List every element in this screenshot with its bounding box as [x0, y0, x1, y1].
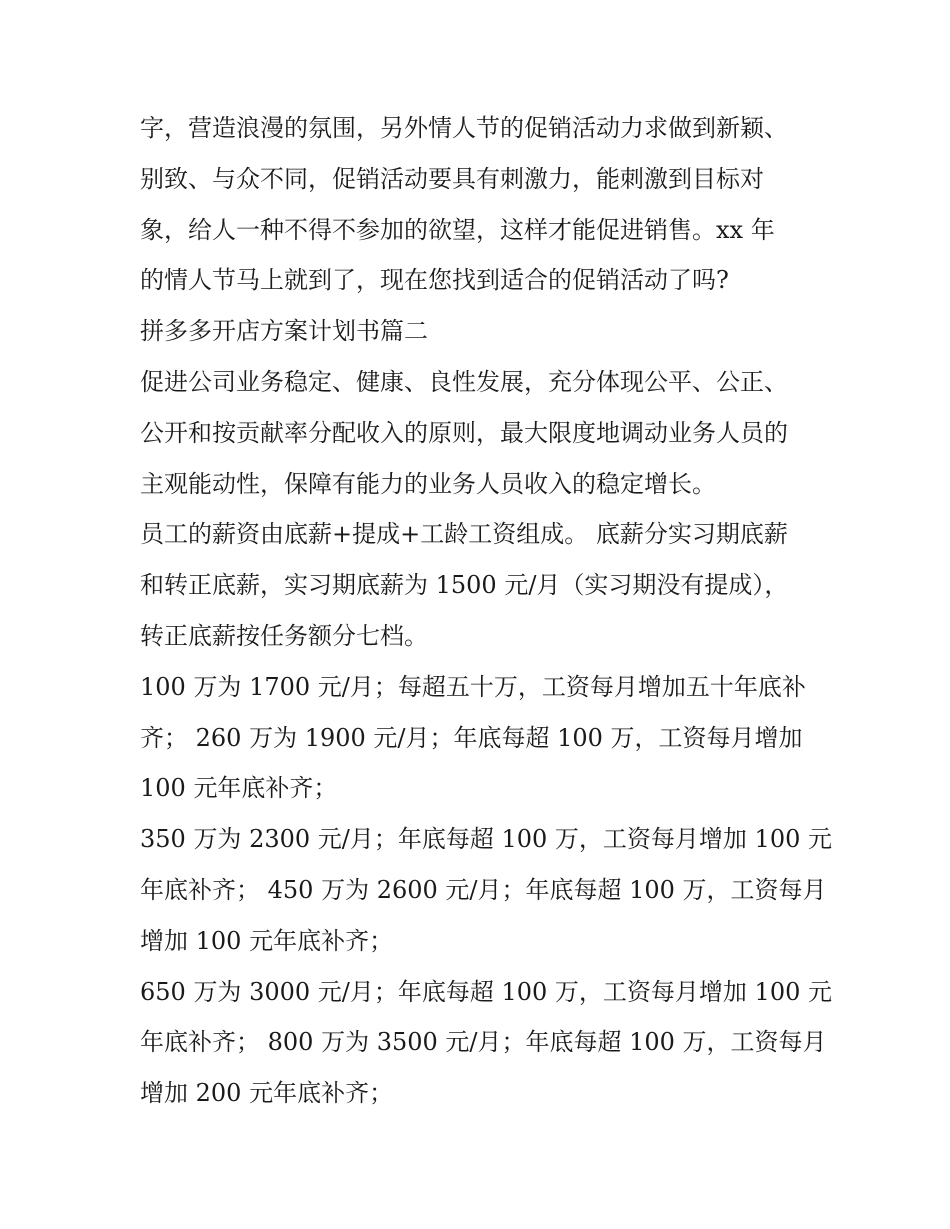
text-line: 齐； 260 万为 1900 元/月；年底每超 100 万，工资每月增加: [140, 723, 803, 752]
text-line: 增加 200 元年底补齐；: [140, 1079, 394, 1108]
text-line: 和转正底薪，实习期底薪为 1500 元/月（实习期没有提成），: [140, 571, 789, 600]
document-body: [140, 103, 830, 1119]
text-line: 象，给人一种不得不参加的欲望，这样才能促进销售。xx 年: [140, 215, 775, 244]
text-line: 100 万为 1700 元/月；每超五十万，工资每月增加五十年底补: [140, 672, 806, 701]
text-line: 650 万为 3000 元/月；年底每超 100 万，工资每月增加 100 元: [140, 977, 832, 1006]
text-line: 年底补齐； 800 万为 3500 元/月；年底每超 100 万，工资每月: [140, 1028, 827, 1057]
text-line: 字，营造浪漫的氛围，另外情人节的促销活动力求做到新颖、: [140, 114, 788, 142]
text-line: 年底补齐； 450 万为 2600 元/月；年底每超 100 万，工资每月: [140, 875, 827, 904]
text-line: 增加 100 元年底补齐；: [140, 926, 394, 955]
text-line: 的情人节马上就到了，现在您找到适合的促销活动了吗?: [140, 266, 729, 295]
text-line: 促进公司业务稳定、健康、良性发展，充分体现公平、公正、: [140, 367, 788, 396]
text-line: 100 元年底补齐；: [140, 774, 338, 803]
section-heading: 拼多多开店方案计划书篇二: [140, 317, 428, 346]
text-line: 别致、与众不同，促销活动要具有刺激力，能刺激到目标对: [140, 164, 764, 193]
text-line: 转正底薪按任务额分七档。: [140, 621, 428, 650]
text-line: 公开和按贡献率分配收入的原则，最大限度地调动业务人员的: [140, 418, 788, 447]
text-line: 员工的薪资由底薪+提成+工龄工资组成。 底薪分实习期底薪: [140, 520, 788, 549]
text-line: 350 万为 2300 元/月；年底每超 100 万，工资每月增加 100 元: [140, 825, 832, 854]
text-line: 主观能动性，保障有能力的业务人员收入的稳定增长。: [140, 469, 716, 498]
